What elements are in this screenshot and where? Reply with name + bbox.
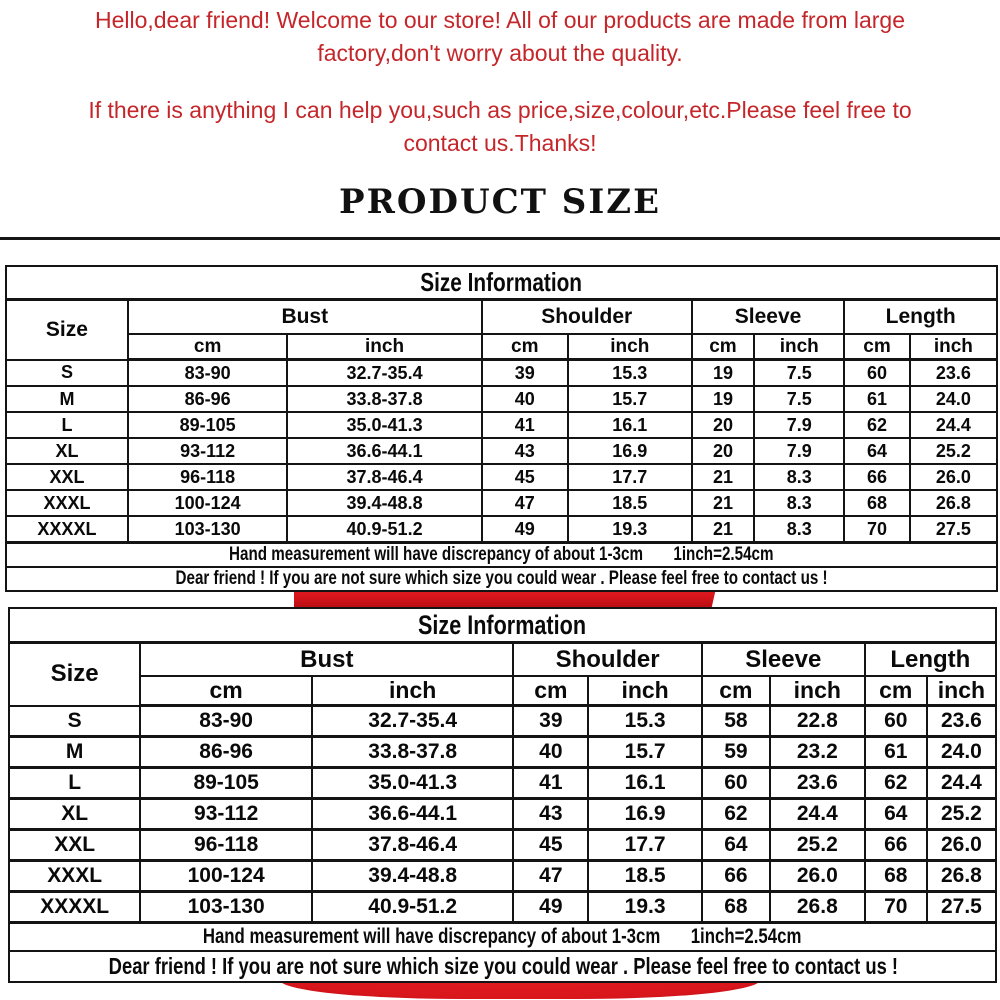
measurement-cell: 47 [513,861,588,892]
unit-inch: inch [927,676,996,706]
measurement-cell: 24.0 [910,386,997,412]
measurement-cell: 25.2 [770,830,865,861]
measurement-cell: 17.7 [568,464,692,490]
measurement-cell: 103-130 [128,516,288,543]
measurement-cell: 62 [865,768,927,799]
measurement-cell: 32.7-35.4 [312,706,513,737]
unit-cm: cm [513,676,588,706]
bust-group-header: Bust [128,300,482,335]
length-group-header: Length [865,643,996,677]
measurement-cell: 19 [692,386,754,412]
measurement-cell: 26.8 [910,490,997,516]
measurement-cell: 15.7 [588,737,702,768]
measurement-cell: 20 [692,412,754,438]
measurement-cell: 15.3 [568,360,692,387]
measurement-cell: 45 [482,464,568,490]
unit-inch: inch [770,676,865,706]
measurement-cell: 45 [513,830,588,861]
unit-cm: cm [844,334,909,360]
title-divider [0,237,1000,240]
measurement-cell: 21 [692,464,754,490]
measurement-cell: 32.7-35.4 [287,360,481,387]
measurement-cell: 19.3 [568,516,692,543]
measurement-cell: 8.3 [754,516,844,543]
column-group-row [9,643,996,677]
measurement-cell: 100-124 [128,490,288,516]
size-label-cell: XXXL [9,861,140,892]
help-line: If there is anything I can help you,such as price,size,colour,etc.Please feel free to [88,97,912,123]
unit-inch: inch [287,334,481,360]
measurement-cell: 83-90 [128,360,288,387]
measurement-cell: 47 [482,490,568,516]
size-table-1 [5,265,998,592]
measurement-cell: 16.9 [568,438,692,464]
unit-row [6,334,997,360]
size-row [6,386,997,412]
measurement-cell: 7.9 [754,412,844,438]
measurement-cell: 25.2 [910,438,997,464]
measurement-cell: 59 [702,737,770,768]
measurement-cell: 15.3 [588,706,702,737]
greeting-line: factory,don't worry about the quality. [317,40,683,66]
size-label-cell: XL [6,438,128,464]
size-label-cell: XL [9,799,140,830]
measurement-cell: 26.0 [927,830,996,861]
measurement-cell: 60 [702,768,770,799]
size-label-cell: XXXL [6,490,128,516]
size-label-cell: S [9,706,140,737]
measurement-cell: 18.5 [588,861,702,892]
measurement-cell: 62 [702,799,770,830]
measurement-cell: 27.5 [910,516,997,543]
measurement-cell: 66 [844,464,909,490]
measurement-cell: 16.9 [588,799,702,830]
measurement-cell: 25.2 [927,799,996,830]
help-line: contact us.Thanks! [403,130,597,156]
measurement-cell: 24.4 [770,799,865,830]
measurement-cell: 60 [865,706,927,737]
size-row [6,438,997,464]
measurement-cell: 18.5 [568,490,692,516]
size-row [9,706,996,737]
measurement-cell: 89-105 [140,768,312,799]
table-title-row [9,608,996,643]
unit-cm: cm [692,334,754,360]
measurement-cell: 64 [844,438,909,464]
measurement-cell: 7.9 [754,438,844,464]
sleeve-group-header: Sleeve [692,300,845,335]
measurement-cell: 68 [702,892,770,923]
measurement-cell: 103-130 [140,892,312,923]
table-title-row [6,266,997,300]
note-row [6,567,997,591]
sleeve-group-header: Sleeve [702,643,865,677]
measurement-cell: 86-96 [140,737,312,768]
measurement-cell: 49 [482,516,568,543]
note-row [9,923,996,952]
table-title: Size Information [6,266,997,300]
length-group-header: Length [844,300,997,335]
measurement-cell: 64 [865,799,927,830]
size-label-cell: S [6,360,128,387]
measurement-cell: 37.8-46.4 [287,464,481,490]
measurement-cell: 24.4 [927,768,996,799]
measurement-cell: 8.3 [754,464,844,490]
measurement-note: Hand measurement will have discrepancy of about 1-3cm 1inch=2.54cm [6,543,997,568]
measurement-cell: 26.0 [910,464,997,490]
note-row [6,543,997,568]
measurement-cell: 36.6-44.1 [312,799,513,830]
unit-cm: cm [702,676,770,706]
measurement-cell: 8.3 [754,490,844,516]
measurement-cell: 60 [844,360,909,387]
unit-row [9,676,996,706]
measurement-cell: 33.8-37.8 [312,737,513,768]
page-title: PRODUCT SIZE [339,182,661,222]
size-label-cell: L [9,768,140,799]
measurement-cell: 16.1 [568,412,692,438]
measurement-cell: 33.8-37.8 [287,386,481,412]
measurement-cell: 40.9-51.2 [287,516,481,543]
measurement-cell: 70 [844,516,909,543]
greeting-line: Hello,dear friend! Welcome to our store! All of our products are made from large [94,7,906,33]
measurement-cell: 22.8 [770,706,865,737]
unit-cm: cm [865,676,927,706]
measurement-cell: 62 [844,412,909,438]
unit-inch: inch [568,334,692,360]
measurement-cell: 83-90 [140,706,312,737]
measurement-cell: 39 [513,706,588,737]
measurement-cell: 35.0-41.3 [287,412,481,438]
measurement-cell: 19 [692,360,754,387]
measurement-cell: 58 [702,706,770,737]
size-row [6,360,997,387]
measurement-cell: 21 [692,516,754,543]
measurement-cell: 39 [482,360,568,387]
measurement-cell: 68 [865,861,927,892]
size-label-cell: L [6,412,128,438]
unit-cm: cm [482,334,568,360]
measurement-cell: 27.5 [927,892,996,923]
measurement-cell: 66 [865,830,927,861]
measurement-cell: 26.0 [770,861,865,892]
measurement-cell: 93-112 [140,799,312,830]
measurement-cell: 16.1 [588,768,702,799]
size-row [9,799,996,830]
measurement-cell: 89-105 [128,412,288,438]
measurement-cell: 23.6 [910,360,997,387]
measurement-cell: 39.4-48.8 [287,490,481,516]
size-label-cell: M [9,737,140,768]
measurement-cell: 17.7 [588,830,702,861]
measurement-cell: 61 [844,386,909,412]
contact-note: Dear friend ! If you are not sure which size you could wear . Please feel free to contact us ! [6,567,997,591]
measurement-cell: 68 [844,490,909,516]
measurement-cell: 43 [513,799,588,830]
measurement-cell: 100-124 [140,861,312,892]
measurement-cell: 39.4-48.8 [312,861,513,892]
measurement-cell: 19.3 [588,892,702,923]
measurement-cell: 20 [692,438,754,464]
size-label-cell: M [6,386,128,412]
size-label-cell: XXXXL [6,516,128,543]
measurement-cell: 43 [482,438,568,464]
column-group-row [6,300,997,335]
note-row [9,951,996,982]
measurement-cell: 7.5 [754,360,844,387]
measurement-cell: 70 [865,892,927,923]
unit-cm: cm [140,676,312,706]
measurement-cell: 23.6 [770,768,865,799]
size-row [9,892,996,923]
measurement-cell: 96-118 [128,464,288,490]
size-label-cell: XXL [6,464,128,490]
contact-note: Dear friend ! If you are not sure which size you could wear . Please feel free to contact us ! [9,951,996,982]
measurement-cell: 40 [482,386,568,412]
measurement-cell: 26.8 [927,861,996,892]
size-row [6,464,997,490]
unit-inch: inch [588,676,702,706]
measurement-cell: 40 [513,737,588,768]
shoulder-group-header: Shoulder [482,300,692,335]
measurement-cell: 35.0-41.3 [312,768,513,799]
size-column-header: Size [9,643,140,706]
measurement-cell: 21 [692,490,754,516]
measurement-cell: 66 [702,861,770,892]
size-label-cell: XXXXL [9,892,140,923]
store-greeting [0,4,1000,160]
measurement-cell: 23.2 [770,737,865,768]
measurement-cell: 15.7 [568,386,692,412]
size-row [6,490,997,516]
measurement-cell: 24.0 [927,737,996,768]
measurement-cell: 86-96 [128,386,288,412]
measurement-cell: 7.5 [754,386,844,412]
measurement-cell: 41 [513,768,588,799]
size-row [6,516,997,543]
measurement-note: Hand measurement will have discrepancy of about 1-3cm 1inch=2.54cm [9,923,996,952]
size-row [6,412,997,438]
measurement-cell: 24.4 [910,412,997,438]
measurement-cell: 64 [702,830,770,861]
size-row [9,768,996,799]
size-row [9,830,996,861]
size-table-2 [8,607,997,983]
size-label-cell: XXL [9,830,140,861]
table-title: Size Information [9,608,996,643]
measurement-cell: 36.6-44.1 [287,438,481,464]
measurement-cell: 93-112 [128,438,288,464]
size-row [9,737,996,768]
shoulder-group-header: Shoulder [513,643,702,677]
measurement-cell: 23.6 [927,706,996,737]
measurement-cell: 37.8-46.4 [312,830,513,861]
bust-group-header: Bust [140,643,513,677]
measurement-cell: 41 [482,412,568,438]
unit-cm: cm [128,334,288,360]
measurement-cell: 96-118 [140,830,312,861]
measurement-cell: 40.9-51.2 [312,892,513,923]
measurement-cell: 61 [865,737,927,768]
unit-inch: inch [910,334,997,360]
measurement-cell: 49 [513,892,588,923]
unit-inch: inch [754,334,844,360]
size-row [9,861,996,892]
measurement-cell: 26.8 [770,892,865,923]
unit-inch: inch [312,676,513,706]
size-column-header: Size [6,300,128,360]
